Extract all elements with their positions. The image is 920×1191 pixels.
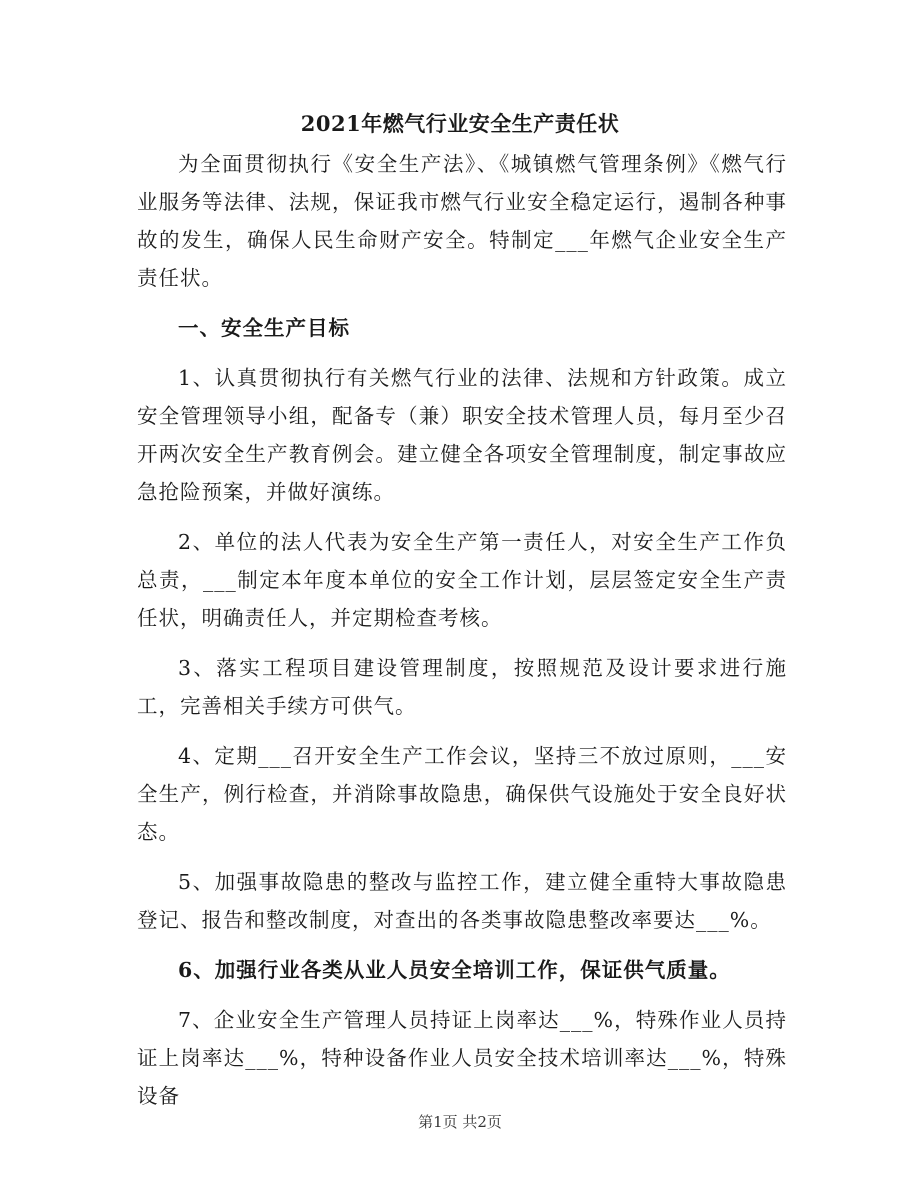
item-6-paragraph: 6、加强行业各类从业人员安全培训工作，保证供气质量。 bbox=[178, 958, 731, 982]
document-body bbox=[137, 145, 787, 1127]
item-1-paragraph: 1、认真贯彻执行有关燃气行业的法律、法规和方针政策。成立安全管理领导小组，配备专（兼）职安全技术管理人员，每月至少召开两次安全生产教育例会。建立健全各项安全管理制度，制定事故应急抢险预案，并做好演练。 bbox=[137, 366, 787, 504]
document-title: 2021年燃气行业安全生产责任状 bbox=[300, 111, 620, 136]
item-5-paragraph: 5、加强事故隐患的整改与监控工作，建立健全重特大事故隐患登记、报告和整改制度，对查出的各类事故隐患整改率要达___%。 bbox=[137, 870, 787, 932]
item-3-paragraph: 3、落实工程项目建设管理制度，按照规范及设计要求进行施工，完善相关手续方可供气。 bbox=[137, 656, 787, 718]
item-2-paragraph: 2、单位的法人代表为安全生产第一责任人，对安全生产工作负总责，___制定本年度本单位的安全工作计划，层层签定安全生产责任状，明确责任人，并定期检查考核。 bbox=[137, 530, 787, 630]
item-4-paragraph: 4、定期___召开安全生产工作会议，坚持三不放过原则，___安全生产，例行检查，并消除事故隐患，确保供气设施处于安全良好状态。 bbox=[137, 744, 787, 844]
item-7-paragraph: 7、企业安全生产管理人员持证上岗率达___%，特殊作业人员持证上岗率达___%，特种设备作业人员安全技术培训率达___%，特殊设备 bbox=[137, 1008, 787, 1108]
page-footer: 第1页 共2页 bbox=[418, 1113, 502, 1131]
section-heading-safety-goals: 一、安全生产目标 bbox=[178, 316, 350, 340]
intro-paragraph: 为全面贯彻执行《安全生产法》、《城镇燃气管理条例》《燃气行业服务等法律、法规，保证我市燃气行业安全稳定运行，遏制各种事故的发生，确保人民生命财产安全。特制定___年燃气企业安全生产责任状。 bbox=[137, 152, 787, 290]
